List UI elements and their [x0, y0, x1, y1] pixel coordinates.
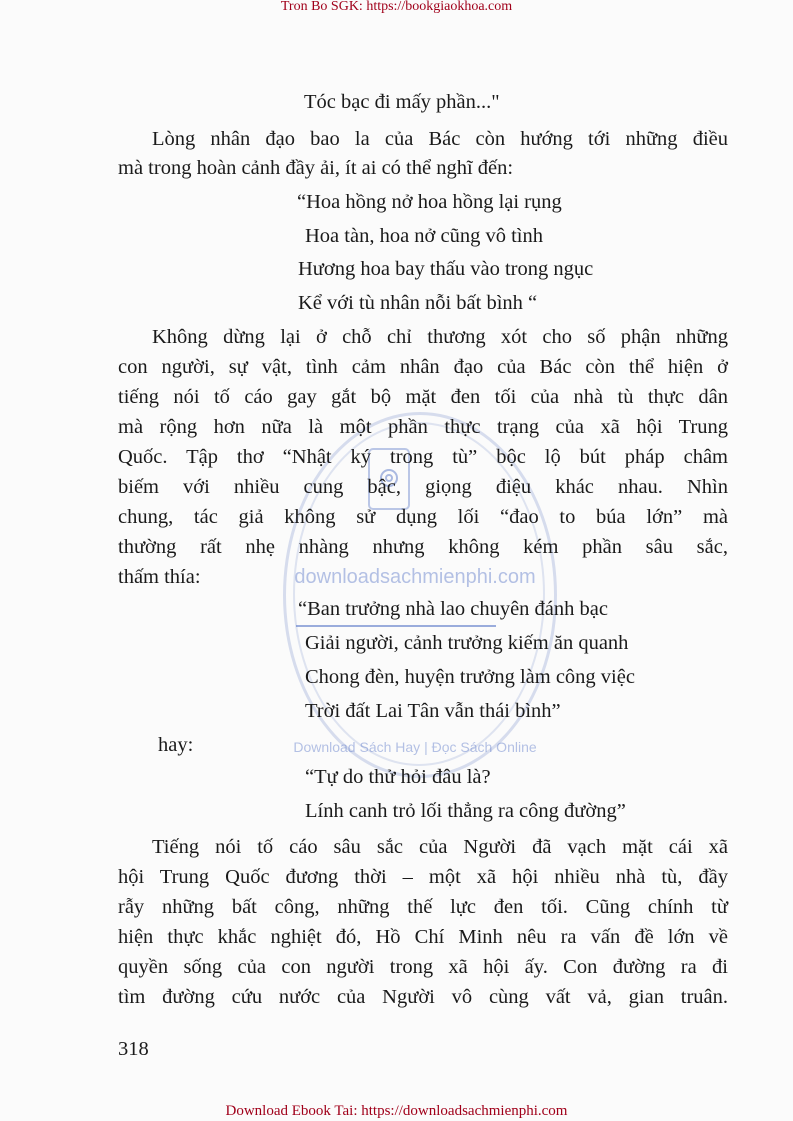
poem-line: Hương hoa bay thấu vào trong ngục [298, 258, 594, 280]
paragraph-line: con người, sự vật, tình cảm nhân đạo của Bác còn thể hiện ở [118, 356, 728, 378]
poem-line: Hoa tàn, hoa nở cũng vô tình [305, 225, 544, 247]
poem-line: “Hoa hồng nở hoa hồng lại rụng [297, 191, 562, 213]
watermark-site: downloadsachmienphi.com [294, 566, 536, 588]
poem-line: Lính canh trỏ lối thẳng ra công đường” [305, 800, 626, 822]
poem-line: “Ban trưởng nhà lao chuyên đánh bạc [298, 598, 608, 620]
paragraph-line: tiếng nói tố cáo gay gắt bộ mặt đen tối của nhà tù thực dân [118, 386, 728, 408]
paragraph-line: tìm đường cứu nước của Người vô cùng vất vả, gian truân. [118, 986, 728, 1008]
paragraph-line: mà rộng hơn nữa là một phần thực trạng của xã hội Trung [118, 416, 728, 438]
paragraph-line: hiện thực khắc nghiệt đó, Hồ Chí Minh nêu ra vấn đề lớn về [118, 926, 728, 948]
paragraph-line: Tiếng nói tố cáo sâu sắc của Người đã vạch mặt cái xã [152, 836, 728, 858]
paragraph-line: chung, tác giả không sử dụng lối “đao to búa lớn” mà [118, 506, 728, 528]
paragraph-line: quyền sống của con người trong xã hội ấy. Con đường ra đi [118, 956, 728, 978]
paragraph-line: rẫy những bất công, những thế lực đen tối. Cũng chính từ [118, 896, 728, 918]
poem-line: Giải người, cảnh trưởng kiếm ăn quanh [305, 632, 629, 654]
paragraph-line: Quốc. Tập thơ “Nhật ký trong tù” bộc lộ bút pháp châm [118, 446, 728, 468]
connector-text: hay: [158, 734, 194, 756]
poem-line: Tóc bạc đi mấy phần..." [304, 91, 500, 113]
paragraph-line: biếm với nhiều cung bậc, giọng điệu khác nhau. Nhìn [118, 476, 728, 498]
poem-line: Chong đèn, huyện trưởng làm công việc [305, 666, 635, 688]
paragraph-line: hội Trung Quốc đương thời – một xã hội nhiều nhà tù, đầy [118, 866, 728, 888]
paragraph-line: mà trong hoàn cảnh đầy ải, ít ai có thể nghĩ đến: [118, 157, 514, 179]
paragraph-line: Lòng nhân đạo bao la của Bác còn hướng tới những điều [152, 128, 728, 150]
poem-line: Trời đất Lai Tân vẫn thái bình” [305, 700, 561, 722]
poem-line: “Tự do thử hỏi đâu là? [305, 766, 491, 788]
paragraph-line: thường rất nhẹ nhàng nhưng không kém phần sâu sắc, [118, 536, 728, 558]
watermark-underline [296, 625, 496, 627]
paragraph-line: Không dừng lại ở chỗ chỉ thương xót cho số phận những [152, 326, 728, 348]
poem-line: Kể với tù nhân nỗi bất bình “ [298, 292, 538, 314]
header-link[interactable]: Tron Bo SGK: https://bookgiaokhoa.com [280, 0, 513, 14]
page-number: 318 [118, 1038, 149, 1060]
paragraph-line: thấm thía: [118, 566, 201, 588]
footer-link[interactable]: Download Ebook Tai: https://downloadsachmienphi.com [225, 1103, 568, 1119]
watermark-slogan: Download Sách Hay | Đọc Sách Online [293, 739, 537, 755]
